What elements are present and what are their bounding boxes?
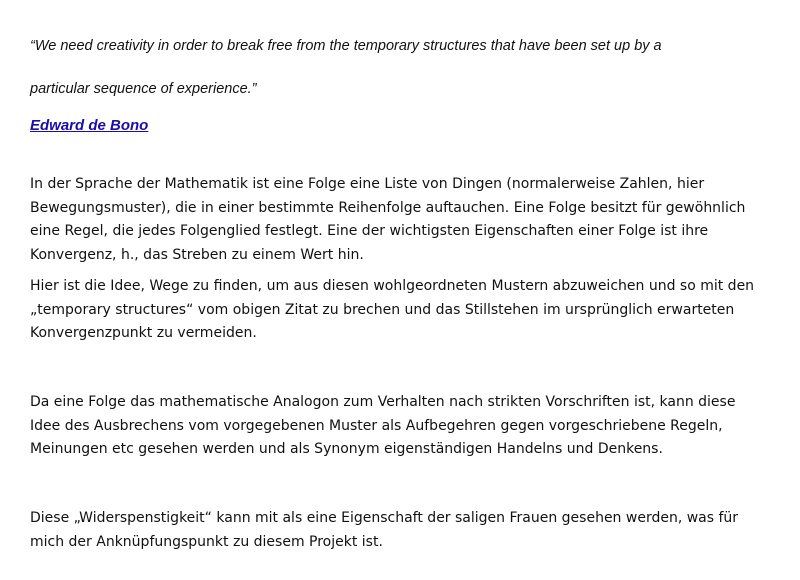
paragraph-line: Meinungen etc gesehen werden und als Synonym eigenständigen Handelns und Denkens. <box>30 441 663 457</box>
paragraph-line: Konvergenz, h., das Streben zu einem Wert hin. <box>30 246 364 263</box>
paragraph-4 <box>30 507 770 554</box>
paragraph-line: Bewegungsmuster), die in einer bestimmte Reihenfolge auftauchen. Eine Folge besitzt für gewöhnlich <box>30 199 746 216</box>
paragraph-3 <box>30 391 770 462</box>
paragraph-2 <box>30 275 770 346</box>
paragraph-line: Hier ist die Idee, Wege zu finden, um aus diesen wohlgeordneten Mustern abzuweichen und so mit den <box>30 278 755 294</box>
paragraph-line: Konvergenzpunkt zu vermeiden. <box>30 325 257 341</box>
quote-line-2: particular sequence of experience.” <box>30 81 257 97</box>
paragraph-line: mich der Anknüpfungspunkt zu diesem Projekt ist. <box>30 533 383 550</box>
paragraph-line: eine Regel, die jedes Folgenglied festlegt. Eine der wichtigsten Eigenschaften einer Folge ist ihre <box>30 223 709 239</box>
paragraph-line: In der Sprache der Mathematik ist eine Folge eine Liste von Dingen (normalerweise Zahlen, hier <box>30 176 705 192</box>
quote-line-1: “We need creativity in order to break free from the temporary structures that have been set up by a <box>30 38 662 54</box>
author-link[interactable]: Edward de Bono <box>30 117 149 134</box>
paragraph-line: Idee des Ausbrechens vom vorgegebenen Muster als Aufbegehren gegen vorgeschriebene Regeln, <box>30 417 723 434</box>
paragraph-line: Da eine Folge das mathematische Analogon zum Verhalten nach strikten Vorschriften ist, kann diese <box>30 394 736 410</box>
paragraph-line: Diese „Widerspenstigkeit“ kann mit als eine Eigenschaft der saligen Frauen gesehen werden, was für <box>30 510 739 526</box>
paragraph-1 <box>30 173 770 267</box>
paragraph-line: „temporary structures“ vom obigen Zitat zu brechen und das Stillstehen im ursprünglich erwarteten <box>30 301 735 318</box>
